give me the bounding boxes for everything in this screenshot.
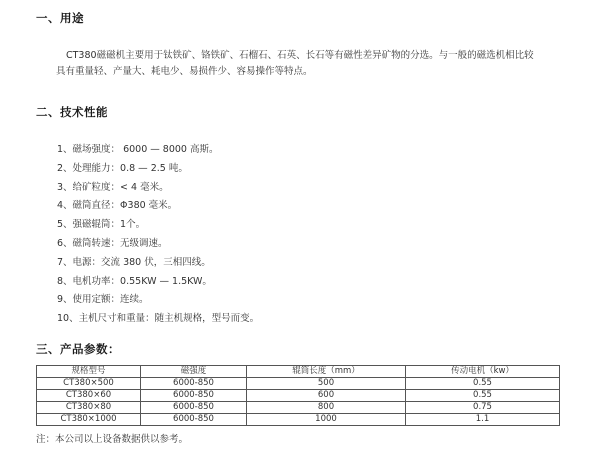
product-params-table [36, 365, 560, 426]
cell-roller-length: 800 [247, 402, 406, 414]
cell-magnetic-strength: 6000-850 [141, 378, 247, 390]
table-row [37, 378, 560, 390]
cell-model: CT380×1000 [37, 414, 141, 426]
spec-list [57, 141, 259, 329]
header-magnetic-strength: 磁强度 [141, 366, 247, 378]
header-drive-motor: 传动电机（kw） [406, 366, 560, 378]
cell-model: CT380×80 [37, 402, 141, 414]
usage-line-2: 具有重量轻、产量大、耗电少、易损件少、容易操作等特点。 [56, 66, 313, 77]
section-title-specs: 二、技术性能 [36, 105, 108, 119]
section-title-usage: 一、用途 [36, 11, 84, 25]
spec-item-motor-power: 8、电机功率：0.55KW — 1.5KW。 [57, 275, 212, 287]
cell-magnetic-strength: 6000-850 [141, 402, 247, 414]
table-row [37, 390, 560, 402]
cell-drive-motor: 0.55 [406, 378, 560, 390]
cell-model: CT380×60 [37, 390, 141, 402]
spec-item-size-weight: 10、主机尺寸和重量：随主机规格，型号而变。 [57, 313, 260, 325]
spec-item-drum-speed: 6、磁筒转速：无级调速。 [57, 237, 168, 249]
cell-drive-motor: 0.55 [406, 390, 560, 402]
table-note: 注：本公司以上设备数据供以参考。 [36, 434, 189, 445]
cell-roller-length: 500 [247, 378, 406, 390]
spec-item-roller-count: 5、强磁辊筒：1个。 [57, 219, 146, 231]
header-model: 规格型号 [37, 366, 141, 378]
cell-model: CT380×500 [37, 378, 141, 390]
usage-line-1: CT380磁磁机主要用于钛铁矿、铬铁矿、石榴石、石英、长石等有磁性差异矿物的分选。与一般的磁选机相比较 [66, 50, 534, 61]
cell-drive-motor: 1.1 [406, 414, 560, 426]
cell-roller-length: 1000 [247, 414, 406, 426]
cell-magnetic-strength: 6000-850 [141, 414, 247, 426]
spec-item-duty: 9、使用定额：连续。 [57, 294, 149, 306]
cell-magnetic-strength: 6000-850 [141, 390, 247, 402]
spec-item-capacity: 2、处理能力：0.8 — 2.5 吨。 [57, 162, 188, 174]
spec-item-magnetic-field: 1、磁场强度： 6000 — 8000 高斯。 [57, 144, 219, 155]
table-row [37, 414, 560, 426]
spec-item-feed-size: 3、给矿粒度：< 4 毫米。 [57, 181, 169, 193]
cell-drive-motor: 0.75 [406, 402, 560, 414]
table-header-row [37, 366, 560, 378]
spec-item-drum-diameter: 4、磁筒直径：Φ380 毫米。 [57, 200, 178, 212]
header-roller-length: 辊筒长度（mm） [247, 366, 406, 378]
section-title-params: 三、产品参数： [36, 342, 120, 356]
table-row [37, 402, 560, 414]
cell-roller-length: 600 [247, 390, 406, 402]
usage-paragraph [56, 48, 586, 80]
spec-item-power-supply: 7、电源：交流 380 伏，三相四线。 [57, 256, 211, 268]
